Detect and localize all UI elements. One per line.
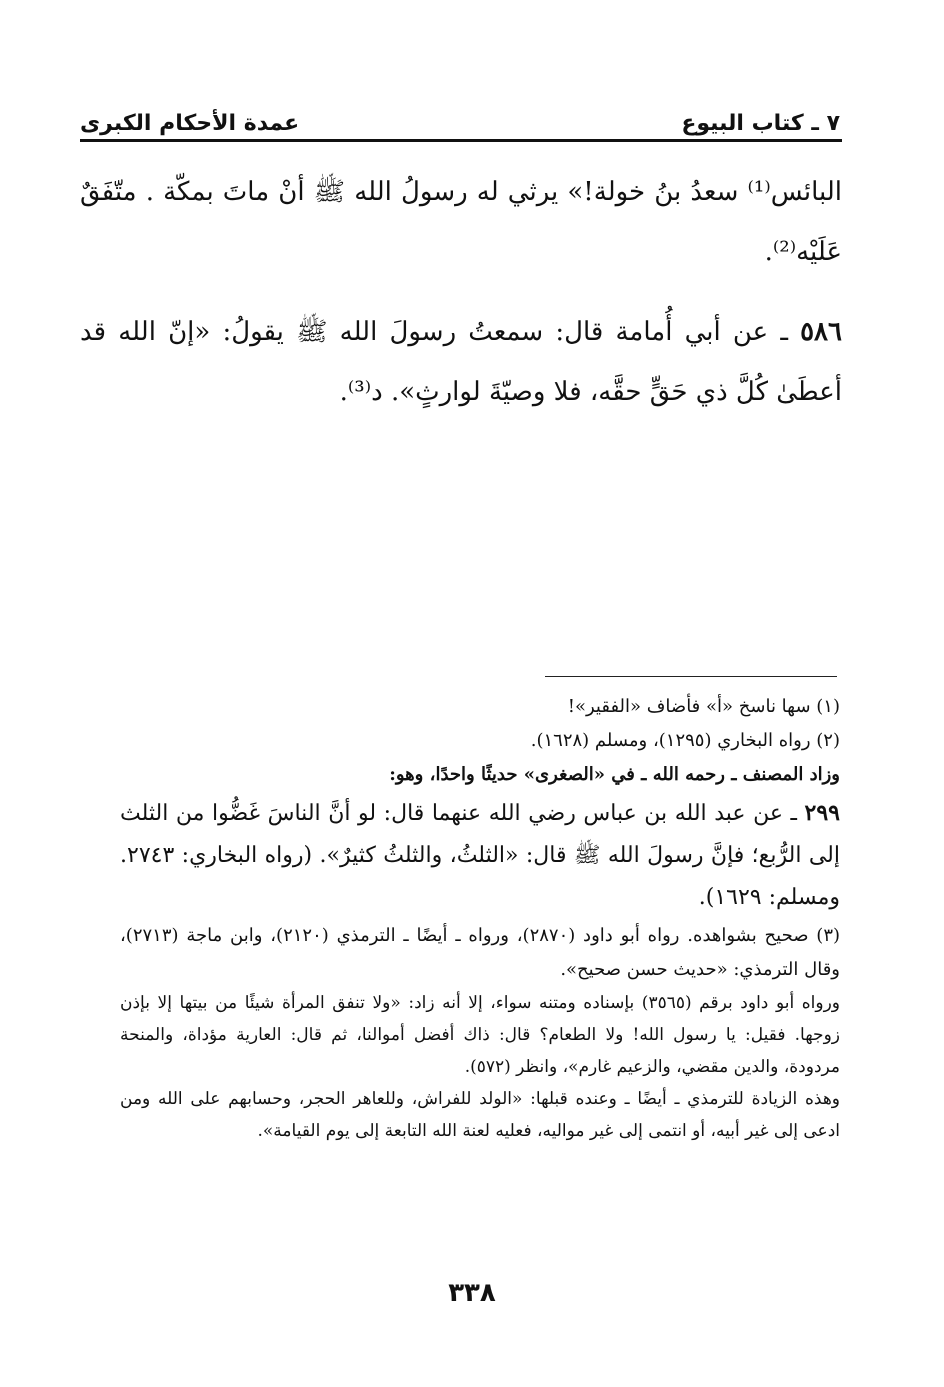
- paragraph-continuation: البائس⁽¹⁾ سعدُ بنُ خولة!» يرثي له رسولُ الله ﷺ أنْ ماتَ بمكّة . متّفَقٌ عَلَيْه⁽²⁾.: [80, 177, 842, 267]
- hadith-number: ٥٨٦: [800, 317, 842, 347]
- footnote-3: (٣) صحيح بشواهده. رواه أبو داود (٢٨٧٠)، ورواه ـ أيضًا ـ الترمذي (٢١٢٠)، وابن ماجة (٢٧١٣)، وقال الترمذي: «حديث حسن صحيح».: [120, 925, 841, 980]
- footnote-3-tirmidhi: وهذه الزيادة للترمذي ـ أيضًا ـ وعنده قبلها: «الولد للفراش، وللعاهر الحجر، وحسابهم على الله ومن ادعى إلى غير أبيه، أو انتمى إلى غير مواليه، فعليه لعنة الله التابعة إلى يوم القيامة».: [120, 1089, 840, 1141]
- main-text: [80, 162, 842, 422]
- footnote-separator: [545, 676, 837, 677]
- footnote-2-hadith: [120, 792, 840, 919]
- hadith-number-299: ٢٩٩: [804, 800, 840, 826]
- hadith-299-text: ـ عن عبد الله بن عباس رضي الله عنهما قال: لو أنَّ الناسَ غَضُّوا من الثلث إلى الرُّبع؛ فإنَّ رسولَ الله ﷺ قال: «الثلثُ، والثلثُ كثيرٌ». (رواه البخاري: ٢٧٤٣. ومسلم: ١٦٢٩).: [120, 801, 840, 910]
- hadith-586: [80, 302, 842, 422]
- footnote-3-abu-dawud: ورواه أبو داود برقم (٣٥٦٥) بإسناده ومتنه سواء، إلا أنه زاد: «ولا تنفق المرأة شيئًا من بيتها إلا بإذن زوجها. فقيل: يا رسول الله! ولا الطعام؟ قال: ذاك أفضل أموالنا، ثم قال: العارية مؤداة، والمنحة مردودة، والدين مقضي، والزعيم غارم»، وانظر (٥٧٢).: [120, 993, 841, 1077]
- hadith-text: ـ عن أبي أُمامة قال: سمعتُ رسولَ الله ﷺ يقولُ: «إنّ الله قد أعطَىٰ كُلَّ ذي حَقٍّ حقَّه، فلا وصيّةَ لوارثٍ». د⁽³⁾.: [80, 317, 842, 407]
- chapter-title: ٧ ـ كتاب البيوع: [681, 111, 840, 136]
- footnote-2: (٢) رواه البخاري (١٢٩٥)، ومسلم (١٦٢٨).: [530, 730, 840, 751]
- header-rule: [80, 139, 842, 142]
- footnotes: [120, 690, 840, 1147]
- book-title: عمدة الأحكام الكبرى: [80, 111, 300, 136]
- running-header: [80, 96, 840, 136]
- footnote-2-addition: وزاد المصنف ـ رحمه الله ـ في «الصغرى» حديثًا واحدًا، وهو:: [389, 764, 840, 785]
- footnote-1: (١) سها ناسخ «أ» فأضاف «الفقير»!: [567, 696, 840, 717]
- page-number: ٣٣٨: [448, 1278, 496, 1308]
